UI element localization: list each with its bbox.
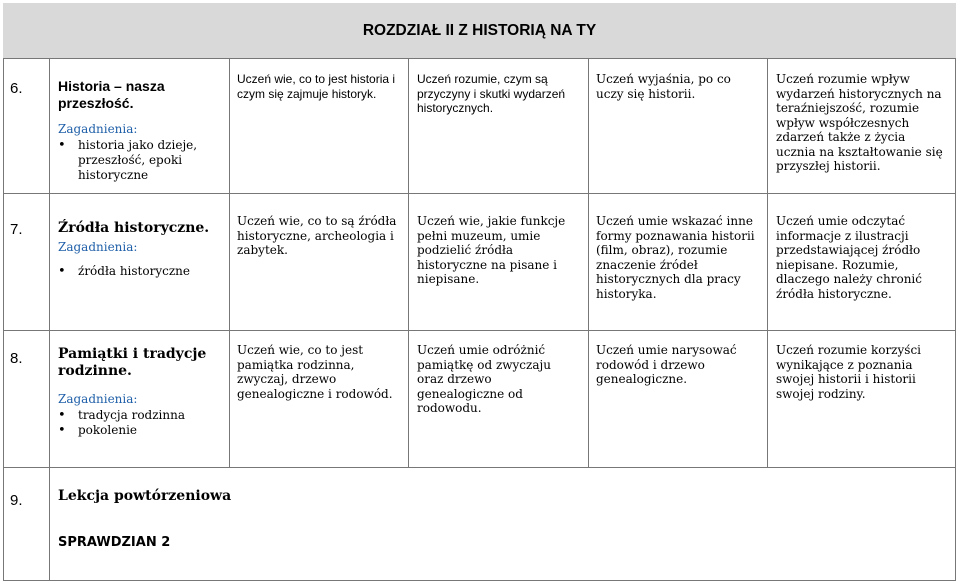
column-divider	[588, 59, 589, 468]
requirement-cell: Uczeń umie wskazać inne formy poznawania historii (film, obraz), rozumie znaczenie źródeł historycznych dla pracy historyka.	[596, 214, 755, 301]
zagadnienia-list	[58, 408, 218, 438]
requirement-cell: Uczeń rozumie wpływ wydarzeń historycznych na teraźniejszość, rozumie wpływ współczesnych zdarzeń także z życia ucznia na kształtowanie się przyszłej historii.	[776, 72, 943, 173]
chapter-header	[3, 3, 956, 59]
lesson-number: 7.	[10, 221, 23, 238]
lesson-topic: Historia – nasza przeszłość.	[58, 78, 165, 111]
lesson-number: 9.	[10, 492, 23, 509]
zagadnienia-list	[58, 264, 223, 279]
column-divider	[49, 59, 50, 468]
requirement-cell: Uczeń rozumie, czym są przyczyny i skutki wydarzeń historycznych.	[417, 72, 566, 115]
test-label: SPRAWDZIAN 2	[58, 535, 171, 550]
column-divider	[229, 59, 230, 468]
list-item: • historia jako dzieje, przeszłość, epoki historyczne	[58, 138, 218, 183]
requirement-cell: Uczeń umie odczytać informacje z ilustracji przedstawiającej źródło niepisane. Rozumie, dlaczego należy chronić źródła historyczne.	[776, 214, 922, 301]
lesson-topic: Lekcja powtórzeniowa	[58, 488, 232, 504]
zagadnienia-list	[58, 138, 218, 183]
requirement-cell: Uczeń umie narysować rodowód i drzewo genealogiczne.	[596, 343, 737, 386]
requirement-cell: Uczeń rozumie korzyści wynikające z poznania swojej historii i historii swojej rodziny.	[776, 343, 921, 401]
list-item: • źródła historyczne	[58, 264, 223, 279]
zagadnienia-label: Zagadnienia:	[58, 392, 138, 406]
zagadnienia-label: Zagadnienia:	[58, 122, 138, 136]
requirement-cell: Uczeń wie, co to są źródła historyczne, archeologia i zabytek.	[237, 214, 397, 257]
requirement-cell: Uczeń wie, co to jest historia i czym się zajmuje historyk.	[237, 72, 396, 101]
requirement-cell: Uczeń wie, jakie funkcje pełni muzeum, umie podzielić źródła historyczne na pisane i niepisane.	[417, 214, 566, 286]
column-divider	[408, 59, 409, 468]
lesson-number: 6.	[10, 80, 23, 97]
list-item: • pokolenie	[58, 423, 218, 438]
requirement-cell: Uczeń wyjaśnia, po co uczy się historii.	[596, 72, 731, 101]
list-item: • tradycja rodzinna	[58, 408, 218, 423]
lesson-topic: Źródła historyczne.	[58, 220, 210, 236]
requirement-cell: Uczeń wie, co to jest pamiątka rodzinna, zwyczaj, drzewo genealogiczne i rodowód.	[237, 343, 393, 401]
column-divider	[49, 468, 50, 581]
lesson-number: 8.	[10, 350, 23, 367]
requirement-cell: Uczeń umie odróżnić pamiątkę od zwyczaju oraz drzewo genealogiczne od rodowodu.	[417, 343, 551, 415]
chapter-title: ROZDZIAŁ II Z HISTORIĄ NA TY	[362, 22, 597, 39]
lesson-topic: Pamiątki i tradycje rodzinne.	[58, 346, 207, 379]
zagadnienia-label: Zagadnienia:	[58, 240, 138, 254]
column-divider	[767, 59, 768, 468]
